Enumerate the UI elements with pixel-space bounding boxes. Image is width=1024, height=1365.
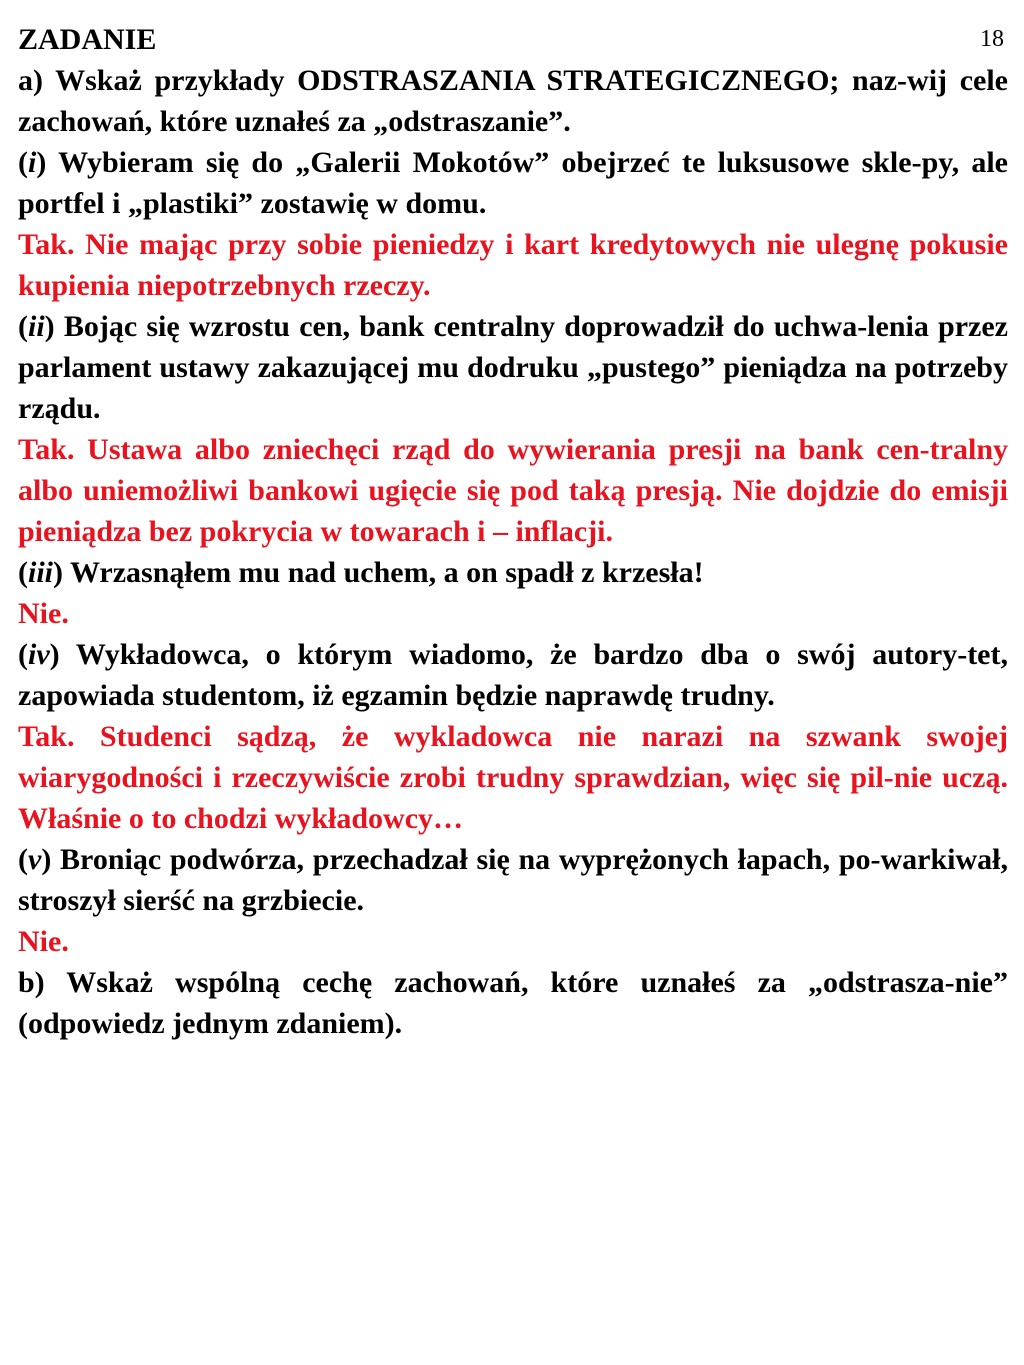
item-numeral: iv [28, 638, 50, 671]
item-numeral: i [28, 146, 37, 179]
item-question: (ii) Bojąc się wzrostu cen, bank centralny doprowadził do uchwa-lenia przez parlament ustawy zakazującej mu dodruku „pustego” pieniądza na potrzeby rządu. [18, 310, 1008, 425]
item-text: Broniąc podwórza, przechadzał się na wyprężonych łapach, po-warkiwał, stroszył sierść na grzbiecie. [18, 843, 1008, 917]
document-page [18, 20, 1008, 1044]
task-b-question: b) Wskaż wspólną cechę zachowań, które uznałeś za „odstrasza-nie” (odpowiedz jednym zdaniem). [18, 966, 1008, 1040]
item-question: (i) Wybieram się do „Galerii Mokotów” obejrzeć te luksusowe skle-py, ale portfel i „plastiki” zostawię w domu. [18, 146, 1009, 220]
item-text: Wybieram się do „Galerii Mokotów” obejrzeć te luksusowe skle-py, ale portfel i „plastiki” zostawię w domu. [18, 146, 1009, 220]
task-a-question: a) Wskaż przykłady ODSTRASZANIA STRATEGICZNEGO; naz-wij cele zachowań, które uznałeś za „odstraszanie”. [18, 64, 1008, 138]
item-question: (v) Broniąc podwórza, przechadzał się na wyprężonych łapach, po-warkiwał, stroszył sierść na grzbiecie. [18, 843, 1008, 917]
item-numeral: ii [28, 310, 45, 343]
item-answer: Tak. Studenci sądzą, że wykladowca nie narazi na szwank swojej wiarygodności i rzeczywiście zrobi trudny sprawdzian, więc się pil-nie uczą. Właśnie o to chodzi wykładowcy… [18, 720, 1008, 835]
page-title: ZADANIE [18, 23, 157, 56]
item-answer: Nie. [18, 925, 69, 958]
item-text: Bojąc się wzrostu cen, bank centralny doprowadził do uchwa-lenia przez parlament ustawy zakazującej mu dodruku „pustego” pieniądza na potrzeby rządu. [18, 310, 1008, 425]
item-text: Wrzasnąłem mu nad uchem, a on spadł z krzesła! [69, 556, 704, 589]
item-question: (iv) Wykładowca, o którym wiadomo, że bardzo dba o swój autory-tet, zapowiada studentom, iż egzamin będzie naprawdę trudny. [18, 638, 1008, 712]
item-numeral: iii [28, 556, 54, 589]
item-answer: Tak. Ustawa albo zniechęci rząd do wywierania presji na bank cen-tralny albo uniemożliwi bankowi ugięcie się pod taką presją. Nie dojdzie do emisji pieniądza bez pokrycia w towarach i – inflacji. [18, 433, 1008, 548]
item-question: (iii) Wrzasnąłem mu nad uchem, a on spadł z krzesła! [18, 556, 704, 589]
item-numeral: v [28, 843, 42, 876]
page-number: 18 [980, 26, 1004, 52]
item-answer: Tak. Nie mając przy sobie pieniedzy i kart kredytowych nie ulegnę pokusie kupienia niepotrzebnych rzeczy. [18, 228, 1008, 302]
item-text: Wykładowca, o którym wiadomo, że bardzo dba o swój autory-tet, zapowiada studentom, iż egzamin będzie naprawdę trudny. [18, 638, 1008, 712]
item-answer: Nie. [18, 597, 69, 630]
